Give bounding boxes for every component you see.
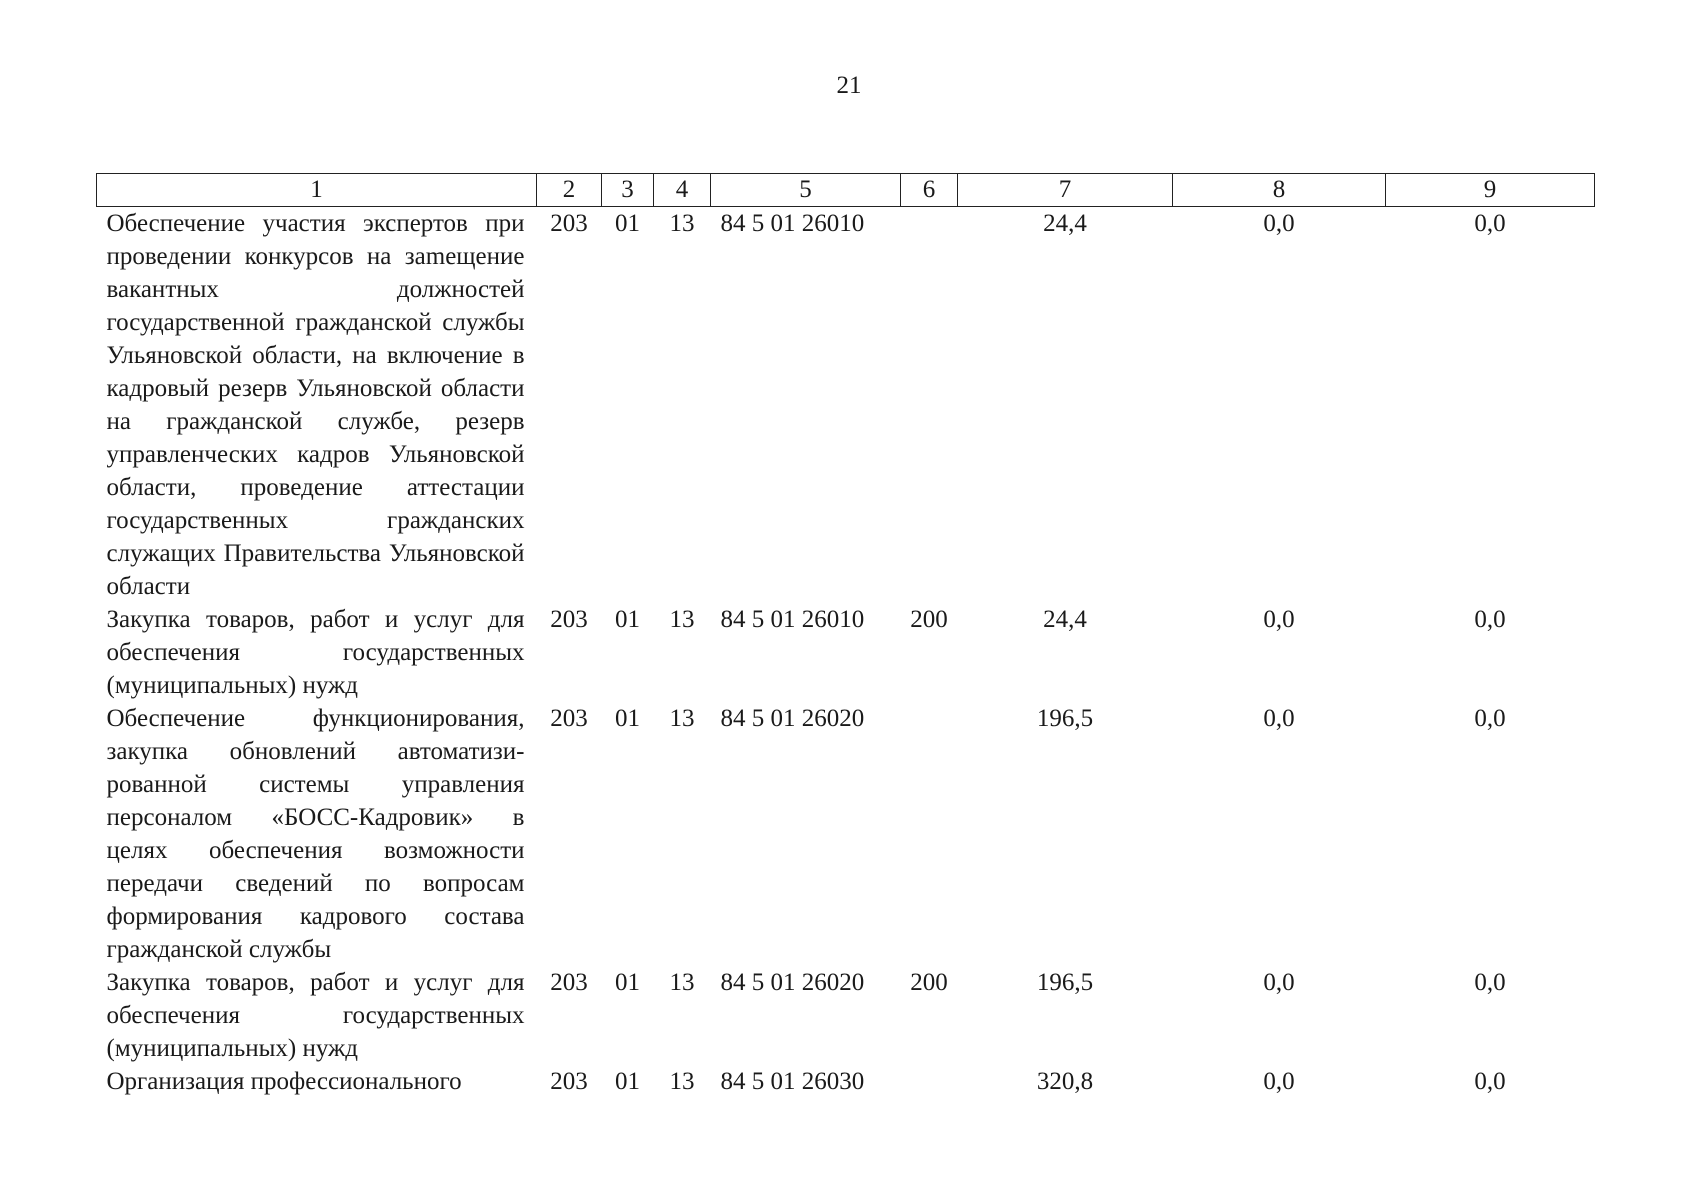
row-col-7: 196,5 [1036, 969, 1094, 996]
row-description: Организация профессионального [106, 1068, 462, 1095]
header-row [97, 174, 1595, 207]
row-col-2: 203 [550, 606, 588, 633]
row-col-3: 01 [615, 1068, 640, 1095]
row-col-6: 200 [910, 969, 948, 996]
budget-table [96, 173, 1595, 1098]
header-col-9: 9 [1386, 174, 1595, 207]
row-col-6 [901, 207, 958, 604]
row-col-2: 203 [550, 1068, 588, 1095]
row-col-9: 0,0 [1474, 705, 1506, 732]
row-col-6 [901, 1065, 958, 1098]
table-row [97, 1065, 1595, 1098]
row-col-9: 0,0 [1474, 969, 1506, 996]
table-row [97, 207, 1595, 604]
row-col-8: 0,0 [1263, 210, 1295, 237]
header-col-4: 4 [654, 174, 711, 207]
row-col-6 [901, 702, 958, 966]
row-col-4: 13 [669, 969, 695, 996]
row-col-7: 320,8 [1036, 1068, 1094, 1095]
row-col-7: 24,4 [1043, 606, 1087, 633]
row-col-3: 01 [615, 969, 640, 996]
row-description: Закупка товаров, работ и услуг для обеспечения государственных (муниципальных) нужд [106, 606, 525, 699]
row-col-8: 0,0 [1263, 606, 1295, 633]
table-row [97, 966, 1595, 1065]
row-col-3: 01 [615, 705, 640, 732]
row-col-3: 01 [615, 210, 640, 237]
row-col-8: 0,0 [1263, 969, 1295, 996]
header-col-7: 7 [958, 174, 1173, 207]
table-row [97, 603, 1595, 702]
row-col-5: 84 5 01 26020 [720, 969, 865, 996]
row-col-2: 203 [550, 705, 588, 732]
row-col-9: 0,0 [1474, 210, 1506, 237]
row-col-7: 196,5 [1036, 705, 1094, 732]
table-header [97, 174, 1595, 207]
row-col-5: 84 5 01 26020 [720, 705, 865, 732]
row-col-4: 13 [669, 705, 695, 732]
row-col-8: 0,0 [1263, 705, 1295, 732]
header-col-3: 3 [602, 174, 654, 207]
header-col-8: 8 [1173, 174, 1386, 207]
row-col-9: 0,0 [1474, 1068, 1506, 1095]
row-col-4: 13 [669, 606, 695, 633]
header-col-5: 5 [711, 174, 901, 207]
row-col-5: 84 5 01 26010 [720, 210, 865, 237]
header-col-6: 6 [901, 174, 958, 207]
row-col-5: 84 5 01 26010 [720, 606, 865, 633]
row-col-6: 200 [910, 606, 948, 633]
row-description: Обеспечение участия экспертов при проведении конкурсов на заmещение вакантных должностей государственной гражданской службы Ульяновской области, на включение в кадровый резерв Ульяновской области на гражданской службе, резерв управленческих кадров Ульяновской области, проведение аттестации государственных гражданских служащих Правительства Ульяновской области [106, 210, 525, 600]
row-description: Обеспечение функционирования, закупка обновлений автоматизированной системы управления персоналом «БОСС-Кадровик» в целях обеспечения возможности передачи сведений по вопросам формирования кадрового состава гражданской службы [106, 705, 525, 963]
row-col-3: 01 [615, 606, 640, 633]
row-col-4: 13 [669, 1068, 695, 1095]
row-col-5: 84 5 01 26030 [720, 1068, 865, 1095]
row-col-2: 203 [550, 210, 588, 237]
header-col-1: 1 [97, 174, 537, 207]
page-number: 21 [836, 72, 862, 99]
row-col-2: 203 [550, 969, 588, 996]
header-col-2: 2 [537, 174, 602, 207]
row-col-8: 0,0 [1263, 1068, 1295, 1095]
row-col-4: 13 [669, 210, 695, 237]
table-body [97, 207, 1595, 1099]
row-description: Закупка товаров, работ и услуг для обеспечения государственных (муниципальных) нужд [106, 969, 525, 1062]
row-col-9: 0,0 [1474, 606, 1506, 633]
table-row [97, 702, 1595, 966]
row-col-7: 24,4 [1043, 210, 1087, 237]
